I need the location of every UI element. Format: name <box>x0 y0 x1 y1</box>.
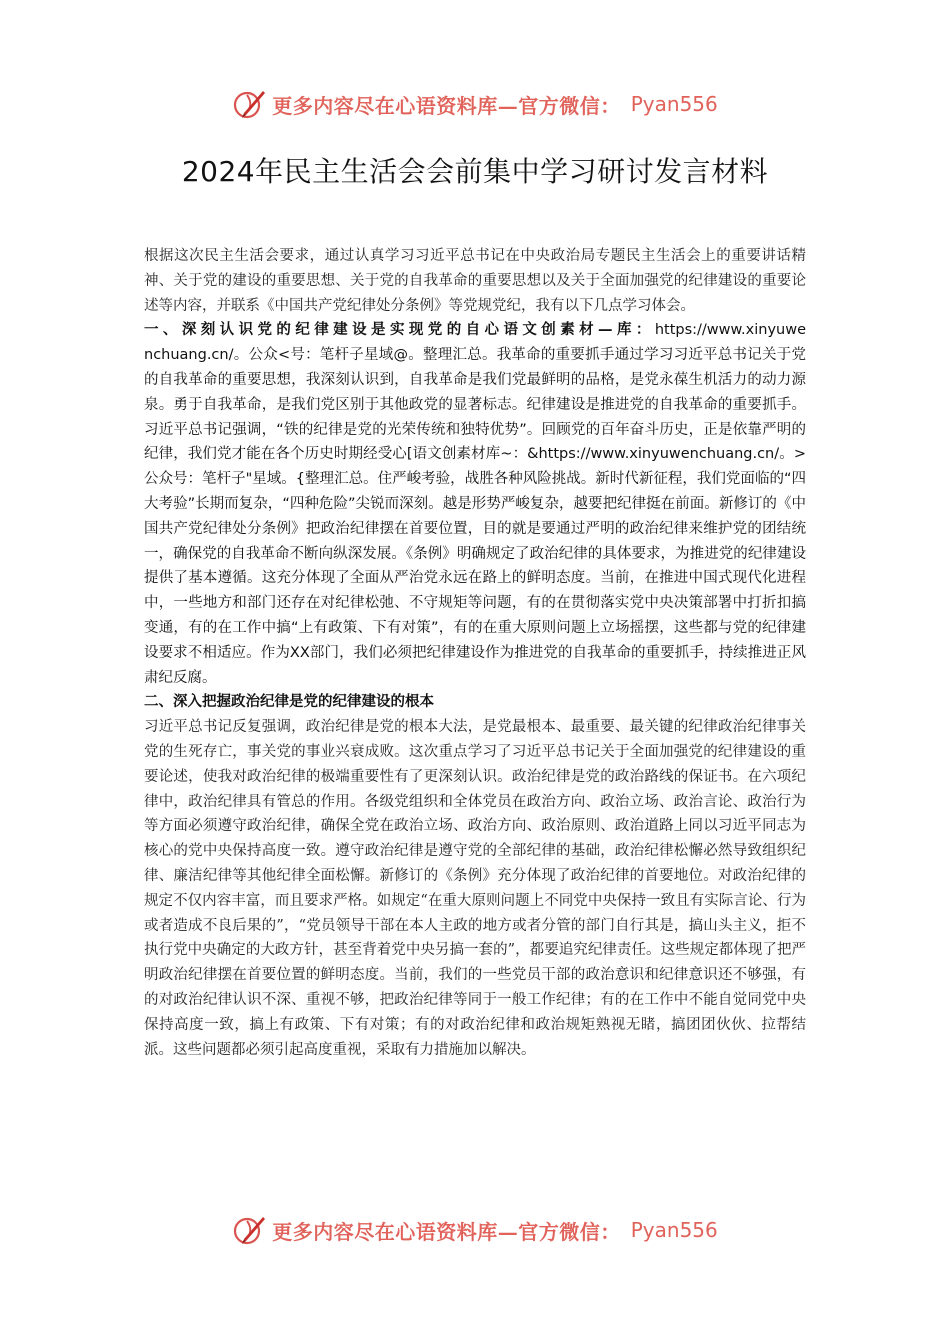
section-2-body: 习近平总书记反复强调，政治纪律是党的根本大法，是党最根本、最重要、最关键的纪律政治纪律事关党的生死存亡，事关党的事业兴衰成败。这次重点学习了习近平总书记关于全面加强党的纪律建设的重要论述，使我对政治纪律的极端重要性有了更深刻认识。政治纪律是党的政治路线的保证书。在六项纪律中，政治纪律具有管总的作用。各级党组织和全体党员在政治方向、政治立场、政治言论、政治行为等方面必须遵守政治纪律，确保全党在政治立场、政治方向、政治原则、政治道路上同以习近平同志为核心的党中央保持高度一致。遵守政治纪律是遵守党的全部纪律的基础，政治纪律松懈必然导致组织纪律、廉洁纪律等其他纪律全面松懈。新修订的《条例》充分体现了政治纪律的首要地位。对政治纪律的规定不仅内容丰富，而且要求严格。如规定“在重大原则问题上不同党中央保持一致且有实际言论、行为或者造成不良后果的”，“党员领导干部在本人主政的地方或者分管的部门自行其是，搞山头主义，拒不执行党中央确定的大政方针，甚至背着党中央另搞一套的”，都要追究纪律责任。这些规定都体现了把严明政治纪律摆在首要位置的鲜明态度。当前，我们的一些党员干部的政治意识和纪律意识还不够强，有的对政治纪律认识不深、重视不够，把政治纪律等同于一般工作纪律；有的在工作中不能自觉同党中央保持高度一致，搞上有政策、下有对策；有的对政治纪律和政治规矩熟视无睹，搞团团伙伙、拉帮结派。这些问题都必须引起高度重视，采取有力措施加以解决。 <box>144 719 806 1058</box>
header-watermark-wechat-id: Pyan556 <box>630 92 718 116</box>
header-watermark-banner <box>0 84 950 124</box>
footer-watermark-wechat-id: Pyan556 <box>630 1218 718 1242</box>
document-body <box>144 244 806 1062</box>
footer-watermark-inner <box>232 1213 718 1247</box>
pen-circle-logo-icon <box>232 1213 266 1247</box>
footer-watermark-banner <box>0 1210 950 1250</box>
header-watermark-text: 更多内容尽在心语资料库—官方微信： <box>272 93 621 118</box>
document-title: 2024年民主生活会会前集中学习研讨发言材料 <box>181 155 769 188</box>
footer-watermark-text: 更多内容尽在心语资料库—官方微信： <box>272 1219 621 1244</box>
section-1 <box>144 318 806 690</box>
pen-circle-logo-icon <box>232 87 266 121</box>
section-1-heading: 一、深刻认识党的纪律建设是实现党的自心语文创素材—库： <box>144 322 655 339</box>
intro-paragraph: 根据这次民主生活会要求，通过认真学习习近平总书记在中央政治局专题民主生活会上的重要讲话精神、关于党的建设的重要思想、关于党的自我革命的重要思想以及关于全面加强党的纪律建设的重要论述等内容，并联系《中国共产党纪律处分条例》等党规党纪，我有以下几点学习体会。 <box>144 248 806 314</box>
header-watermark-inner <box>232 87 718 121</box>
section-1-body: https://www.xinyuwenchuang.cn/。公众<号：笔杆子星域@。整理汇总。我革命的重要抓手通过学习习近平总书记关于党的自我革命的重要思想，我深刻认识到，自我革命是我们党最鲜明的品格，是党永葆生机活力的动力源泉。勇于自我革命，是我们党区别于其他政党的显著标志。纪律建设是推进党的自我革命的重要抓手。习近平总书记强调，“铁的纪律是党的光荣传统和独特优势”。回顾党的百年奋斗历史，正是依靠严明的纪律，我们党才能在各个历史时期经受心[语文创素材库~：&https://www.xinyuwenchuang.cn/。>公众号：笔杆子"星域。{整理汇总。住严峻考验，战胜各种风险挑战。新时代新征程，我们党面临的“四大考验”长期而复杂，“四种危险”尖锐而深刻。越是形势严峻复杂，越要把纪律挺在前面。新修订的《中国共产党纪律处分条例》把政治纪律摆在首要位置，目的就是要通过严明的政治纪律来维护党的团结统一，确保党的自我革命不断向纵深发展。《条例》明确规定了政治纪律的具体要求，为推进党的纪律建设提供了基本遵循。这充分体现了全面从严治党永远在路上的鲜明态度。当前，在推进中国式现代化进程中，一些地方和部门还存在对纪律松弛、不守规矩等问题，有的在贯彻落实党中央决策部署中打折扣搞变通，有的在工作中搞“上有政策、下有对策”，有的在重大原则问题上立场摇摆，这些都与党的纪律建设要求不相适应。作为XX部门，我们必须把纪律建设作为推进党的自我革命的重要抓手，持续推进正风肃纪反腐。 <box>144 322 806 686</box>
section-2-heading: 二、深入把握政治纪律是党的纪律建设的根本 <box>144 694 434 711</box>
